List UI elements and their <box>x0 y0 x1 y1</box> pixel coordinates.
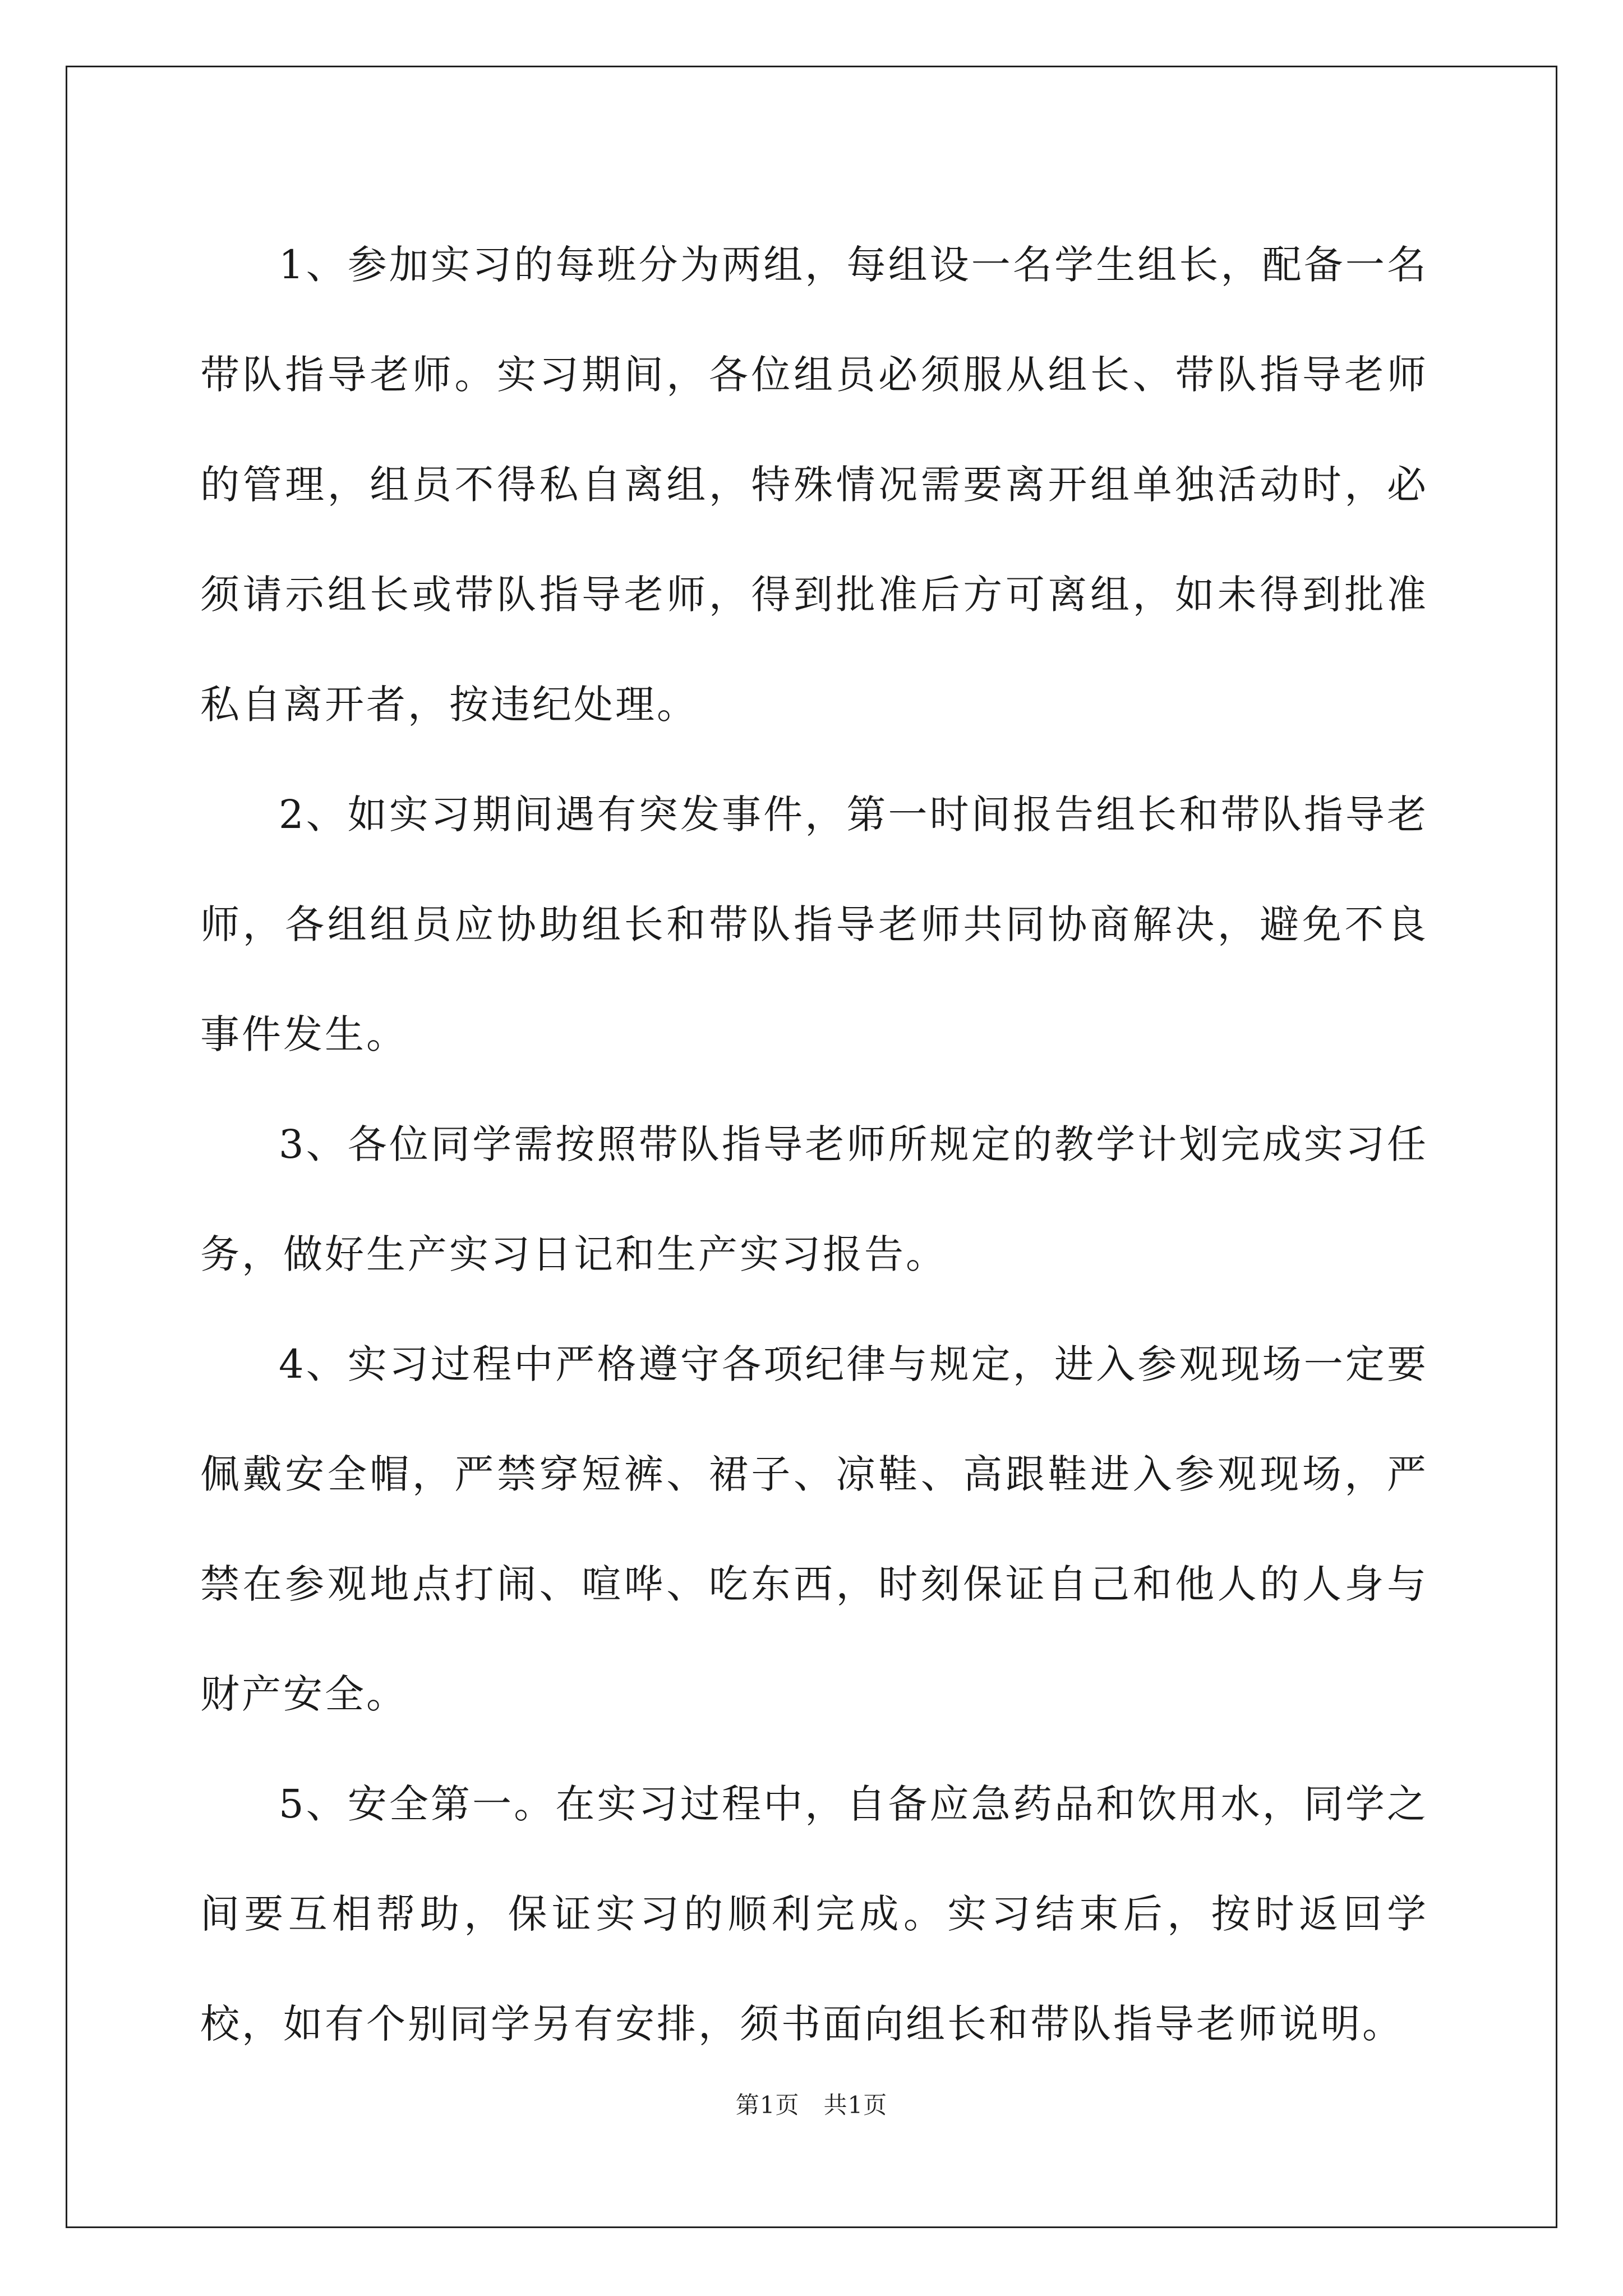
page-number: 第1页 <box>735 2091 800 2119</box>
page-total: 共1页 <box>823 2091 888 2119</box>
document-body <box>200 210 1428 2079</box>
page-footer <box>0 2087 1623 2120</box>
paragraph-2: 2、如实习期间遇有突发事件，第一时间报告组长和带队指导老师，各组组员应协助组长和带队指导老师共同协商解决，避免不良事件发生。 <box>200 792 1428 1057</box>
paragraph-5: 5、安全第一。在实习过程中，自备应急药品和饮用水，同学之间要互相帮助，保证实习的顺利完成。实习结束后，按时返回学校，如有个别同学另有安排，须书面向组长和带队指导老师说明。 <box>200 1781 1428 2047</box>
paragraph-1: 1、参加实习的每班分为两组，每组设一名学生组长，配备一名带队指导老师。实习期间，各位组员必须服从组长、带队指导老师的管理，组员不得私自离组，特殊情况需要离开组单独活动时，必须请示组长或带队指导老师，得到批准后方可离组，如未得到批准私自离开者，按违纪处理。 <box>200 242 1428 728</box>
paragraph-4: 4、实习过程中严格遵守各项纪律与规定，进入参观现场一定要佩戴安全帽，严禁穿短裤、裙子、凉鞋、高跟鞋进入参观现场，严禁在参观地点打闹、喧哗、吃东西，时刻保证自己和他人的人身与财产安全。 <box>200 1341 1428 1717</box>
paragraph-3: 3、各位同学需按照带队指导老师所规定的教学计划完成实习任务，做好生产实习日记和生产实习报告。 <box>200 1121 1428 1277</box>
